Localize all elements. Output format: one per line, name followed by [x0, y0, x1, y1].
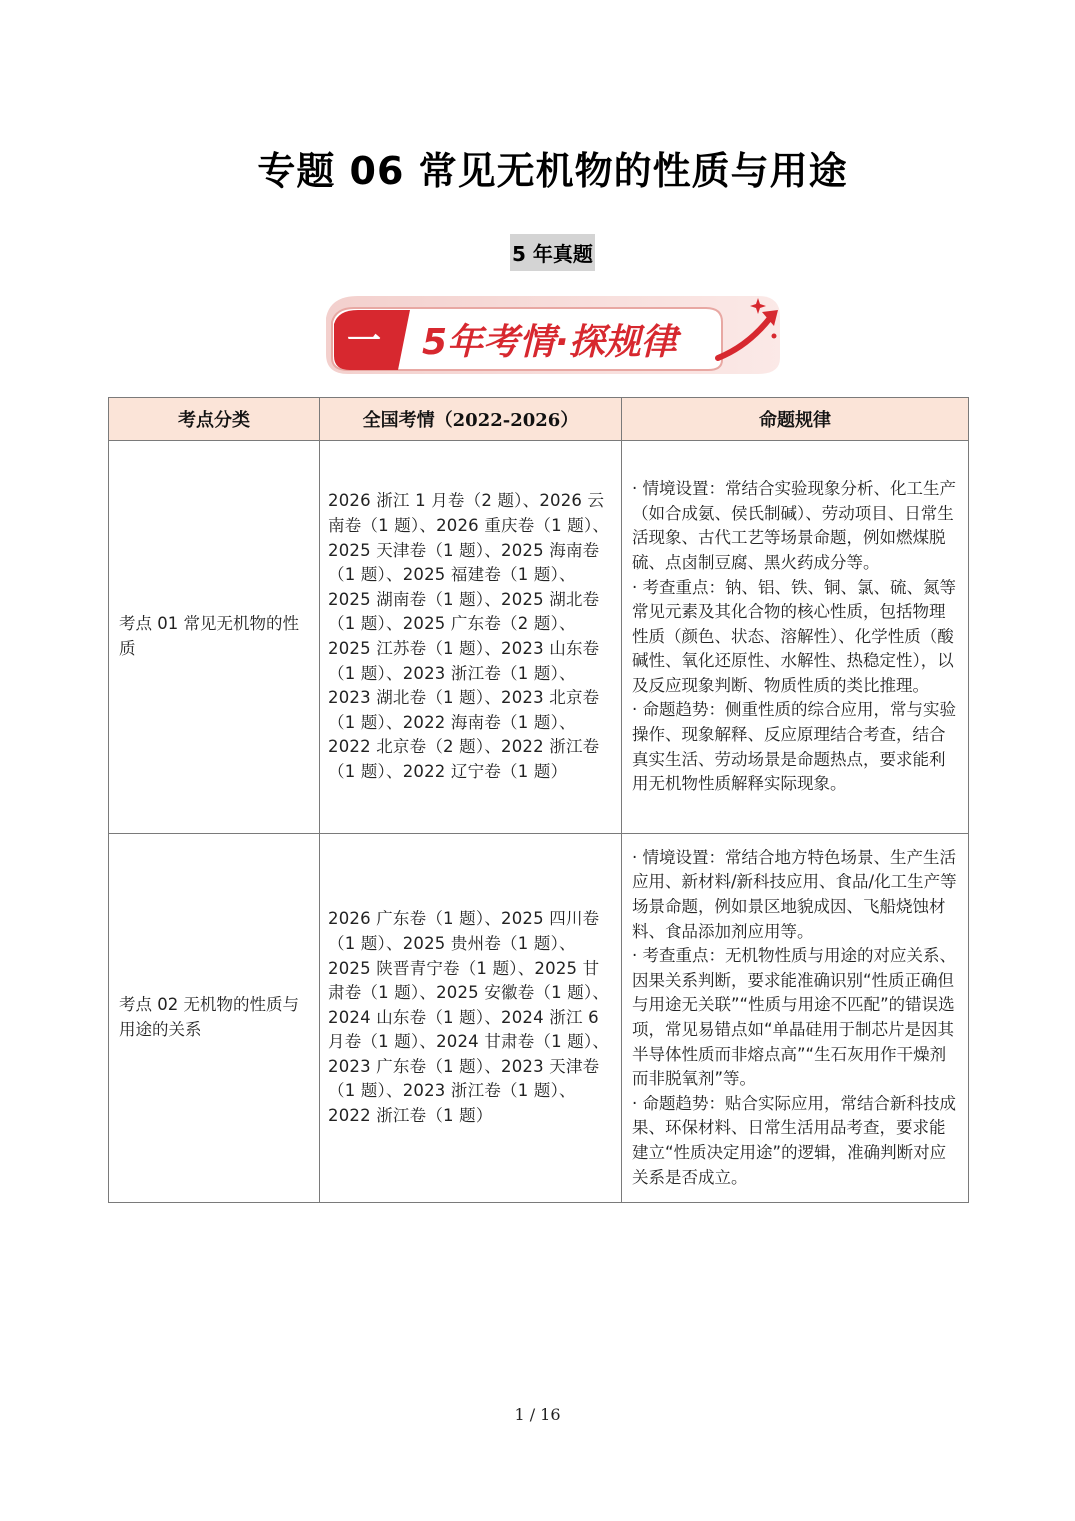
banner-number: 一 [347, 321, 381, 361]
rule-trend: · 命题趋势：贴合实际应用，常结合新科技成果、环保材料、日常生活用品考查，要求能建立“性质决定用途”的逻辑，准确判断对应关系是否成立。 [632, 1093, 956, 1187]
section-banner [318, 288, 788, 380]
rule-focus: · 考查重点：无机物性质与用途的对应关系、因果关系判断，要求能准确识别“性质正确但与用途无关联”“性质与用途不匹配”的错误选项，常见易错点如“单晶硅用于制芯片是因其半导体性质而非熔点高”“生石灰用作干燥剂而非脱氧剂”等。 [632, 946, 956, 1089]
table-row [109, 441, 969, 834]
exams-cell: 2026 浙江 1 月卷（2 题）、2026 云南卷（1 题）、2026 重庆卷（1 题）、2025 天津卷（1 题）、2025 海南卷（1 题）、2025 福建卷（1 题）、2025 湖南卷（1 题）、2025 湖北卷（1 题）、2025 广东卷（2 题）、2025 江苏卷（1 题）、2023 山东卷（1 题）、2023 浙江卷（1 题）、2023 湖北卷（1 题）、2023 北京卷（1 题）、2022 海南卷（1 题）、2022 北京卷（2 题）、2022 浙江卷（1 题）、2022 辽宁卷（1 题） [320, 441, 622, 834]
header-exams: 全国考情（2022-2026） [320, 398, 622, 441]
exams-cell: 2026 广东卷（1 题）、2025 四川卷（1 题）、2025 贵州卷（1 题）、2025 陕晋青宁卷（1 题）、2025 甘肃卷（1 题）、2025 安徽卷（1 题）、2024 山东卷（1 题）、2024 浙江 6 月卷（1 题）、2024 甘肃卷（1 题）、2023 广东卷（1 题）、2023 天津卷（1 题）、2023 浙江卷（1 题）、2022 浙江卷（1 题） [320, 834, 622, 1203]
header-rules: 命题规律 [622, 398, 969, 441]
sparkle-dot-icon [772, 334, 777, 339]
banner-text: 5年考情·探规律 [422, 322, 677, 363]
table-row [109, 834, 969, 1203]
section-subtitle: 5 年真题 [510, 234, 595, 271]
page-title: 专题 06 常见无机物的性质与用途 [257, 149, 848, 193]
table-header-row [109, 398, 969, 441]
page-number: 1 / 16 [514, 1405, 561, 1424]
rule-focus: · 考查重点：钠、铝、铁、铜、氯、硫、氮等常见元素及其化合物的核心性质，包括物理性质（颜色、状态、溶解性）、化学性质（酸碱性、氧化还原性、水解性、热稳定性），以及反应现象判断、物质性质的类比推理。 [632, 577, 956, 695]
rule-trend: · 命题趋势：侧重性质的综合应用，常与实验操作、现象解释、反应原理结合考查，结合真实生活、劳动场景是命题热点，要求能利用无机物性质解释实际现象。 [632, 700, 956, 794]
category-cell: 考点 01 常见无机物的性质 [109, 441, 320, 834]
header-category: 考点分类 [109, 398, 320, 441]
rules-cell [622, 834, 969, 1203]
rule-scenario: · 情境设置：常结合地方特色场景、生产生活应用、新材料/新科技应用、食品/化工生产等场景命题，例如景区地貌成因、飞船烧蚀材料、食品添加剂应用等。 [632, 847, 957, 941]
category-cell: 考点 02 无机物的性质与用途的关系 [109, 834, 320, 1203]
rules-cell [622, 441, 969, 834]
rule-scenario: · 情境设置：常结合实验现象分析、化工生产（如合成氨、侯氏制碱）、劳动项目、日常生活现象、古代工艺等场景命题，例如燃煤脱硫、点卤制豆腐、黑火药成分等。 [632, 479, 956, 572]
subtitle-container [0, 234, 1075, 271]
page-footer [0, 1405, 1075, 1424]
exam-analysis-table [108, 397, 969, 1203]
